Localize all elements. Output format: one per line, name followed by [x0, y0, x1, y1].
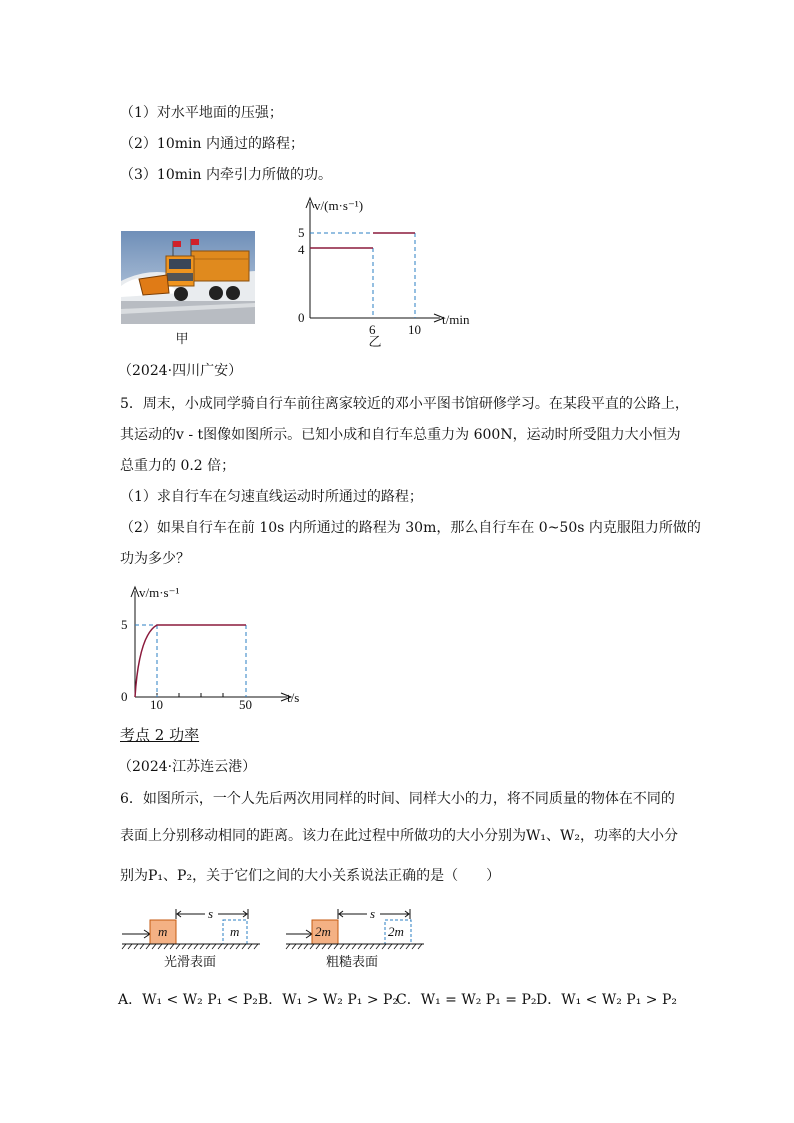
- q5-sub-2: （2）如果自行车在前 10s 内所通过的路程为 30m，那么自行车在 0~50s 内克服阻力所做的: [120, 520, 701, 536]
- block-m-final-label: m: [230, 924, 240, 939]
- graph-q5-x-tick-50: 50: [239, 697, 252, 712]
- q5-sub-1: （1）求自行车在匀速直线运动时所通过的路程；: [120, 489, 423, 505]
- option-a[interactable]: A．W₁ < W₂ P₁ < P₂: [118, 992, 258, 1008]
- snowplow-truck-photo: [121, 231, 255, 324]
- q6-line-1: 6．如图所示，一个人先后两次用同样的时间、同样大小的力，将不同质量的物体在不同的: [120, 791, 675, 807]
- figure-yi-caption: 乙: [368, 335, 382, 350]
- graph-yi: [290, 196, 490, 346]
- block-2m-final-label: 2m: [388, 924, 404, 939]
- graph-q5-curve: [135, 625, 246, 697]
- figure-rough-surface: [284, 905, 444, 955]
- q6-source: （2024·江苏连云港）: [118, 759, 257, 775]
- q5-line-2: 其运动的v - t图像如图所示。已知小成和自行车总重力为 600N，运动时所受阻力大小恒为: [120, 427, 681, 443]
- distance-label-left: s: [208, 906, 214, 921]
- figure-jia-caption: 甲: [175, 332, 189, 347]
- graph-q5-origin: 0: [121, 689, 128, 704]
- caption-rough-surface: 粗糙表面: [325, 955, 378, 970]
- graph-q5-x-label: t/s: [287, 690, 300, 705]
- q5-source: （2024·四川广安）: [118, 363, 243, 379]
- q4-item-1: （1）对水平地面的压强；: [120, 105, 283, 121]
- graph-yi-x-tick-6: 6: [369, 322, 376, 337]
- distance-label-right: s: [370, 906, 376, 921]
- graph-q5-y-label: v/m·s⁻¹: [139, 585, 180, 600]
- graph-yi-y-tick-5: 5: [298, 225, 305, 240]
- figure-smooth-surface: [120, 905, 280, 955]
- graph-q5: [117, 585, 317, 715]
- block-m-label: m: [158, 924, 168, 939]
- graph-q5-x-tick-10: 10: [150, 697, 163, 712]
- caption-smooth-surface: 光滑表面: [163, 955, 216, 970]
- q4-item-3: （3）10min 内牵引力所做的功。: [120, 167, 332, 183]
- block-2m-label: 2m: [315, 924, 331, 939]
- graph-yi-origin: 0: [298, 310, 305, 325]
- graph-yi-y-tick-4: 4: [298, 242, 305, 257]
- section-title: 考点 2 功率: [120, 726, 200, 744]
- graph-yi-x-tick-10: 10: [408, 322, 421, 337]
- q5-line-1: 5．周末，小成同学骑自行车前往离家较近的邓小平图书馆研修学习。在某段平直的公路上，: [120, 396, 689, 412]
- option-c[interactable]: C．W₁ = W₂ P₁ = P₂: [396, 992, 537, 1008]
- option-d[interactable]: D．W₁ < W₂ P₁ > P₂: [536, 992, 678, 1008]
- q6-line-3: 别为P₁、P₂，关于它们之间的大小关系说法正确的是（ ）: [120, 868, 501, 884]
- q5-line-3: 总重力的 0.2 倍；: [120, 458, 236, 474]
- graph-q5-y-tick-5: 5: [121, 617, 128, 632]
- q4-item-2: （2）10min 内通过的路程；: [120, 136, 304, 152]
- option-b[interactable]: B．W₁ > W₂ P₁ > P₂: [258, 992, 399, 1008]
- graph-yi-y-label: v/(m·s⁻¹): [314, 198, 364, 213]
- graph-yi-x-label: t/min: [442, 312, 470, 327]
- q6-line-2: 表面上分别移动相同的距离。该力在此过程中所做功的大小分别为W₁、W₂，功率的大小分: [120, 828, 679, 844]
- q5-sub-2b: 功为多少？: [120, 551, 190, 567]
